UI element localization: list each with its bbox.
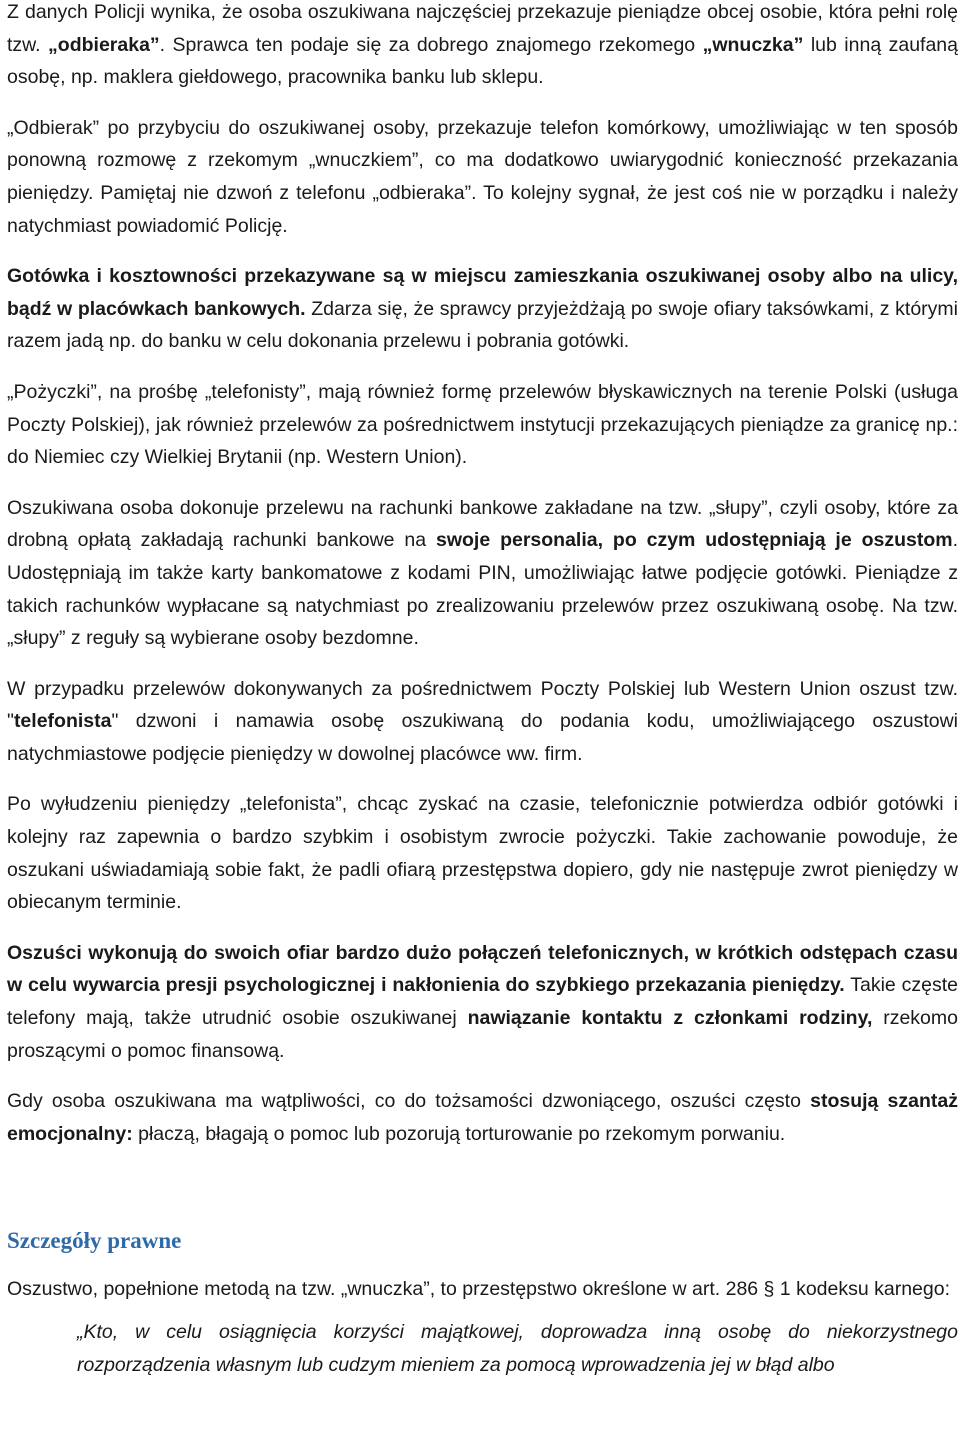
text: Oszukiwana osoba dokonuje przelewu na rachunki bankowe zakładane na tzw. „słupy”, czyli osoby, które za drobną opłatą zakładają rachunki bankowe na <box>7 496 958 552</box>
text: . Udostępniają im także karty bankomatowe z kodami PIN, umożliwiając łatwe podjęcie gotówki. Pieniądze z takich rachunków wypłacane są natychmiast po zrealizowaniu przelewów przez oszukiwaną osobę. Na tzw. „słupy” z reguły są wybierane osoby bezdomne. <box>7 529 958 650</box>
emphasis: swoje personalia, po czym udostępniają je oszustom <box>436 529 953 552</box>
emphasis: Oszuści wykonują do swoich ofiar bardzo dużo połączeń telefonicznych, w krótkich odstępach czasu w celu wywarcia presji psychologicznej i nakłonienia do szybkiego przekazania pieniędzy. <box>7 941 958 997</box>
paragraph-emotional-blackmail <box>7 1085 958 1150</box>
text: Gdy osoba oszukiwana ma wątpliwości, co do tożsamości dzwoniącego, oszuści często <box>7 1090 811 1113</box>
text: . Sprawca ten podaje się za dobrego znajomego rzekomego <box>159 33 703 56</box>
text: „Pożyczki”, na prośbę „telefonisty”, mają również formę przelewów błyskawicznych na terenie Polski (usługa Poczty Polskiej), jak również przelewów za pośrednictwem instytucji przekazujących pieniądze za granicę np.: do Niemiec czy Wielkiej Brytanii (np. Western Union). <box>7 380 958 469</box>
paragraph-slupy-accounts <box>7 492 958 655</box>
text: płaczą, błagają o pomoc lub pozorują torturowanie po rzekomym porwaniu. <box>132 1122 786 1145</box>
paragraph-after-extortion <box>7 788 958 918</box>
emphasis: Gotówka i kosztowności przekazywane są w miejscu zamieszkania oszukiwanej osoby albo na ulicy, bądź w placówkach bankowych. <box>7 265 958 320</box>
emphasis: „odbieraka” <box>48 33 160 56</box>
text: lub inną zaufaną osobę, np. maklera giełdowego, pracownika banku lub sklepu. <box>7 33 958 89</box>
section-heading: Szczegóły prawne <box>7 1228 182 1254</box>
text: " dzwoni i namawia osobę oszukiwaną do podania kodu, umożliwiającego oszustowi natychmiastowe podjęcie pieniędzy w dowolnej placówce ww. firm. <box>7 710 958 765</box>
emphasis: nawiązanie kontaktu z członkami rodziny, <box>467 1007 873 1030</box>
emphasis: telefonista <box>13 710 112 733</box>
text: rzekomo proszącymi o pomoc finansową. <box>7 1007 958 1062</box>
emphasis: „wnuczka” <box>702 33 804 56</box>
paragraph-loans-transfers <box>7 376 958 474</box>
paragraph-legal-intro <box>7 1273 958 1306</box>
text: Zdarza się, że sprawcy przyjeżdżają po swoje ofiary taksówkami, z którymi razem jadą np. do banku w celu dokonania przelewu i pobrania gotówki. <box>7 297 958 353</box>
text: Oszustwo, popełnione metodą na tzw. „wnuczka”, to przestępstwo określone w art. 286 § 1 kodeksu karnego: <box>7 1278 951 1301</box>
emphasis: stosują szantaż emocjonalny: <box>7 1090 958 1145</box>
legal-quote: „Kto, w celu osiągnięcia korzyści majątkowej, doprowadza inną osobę do niekorzystnego rozporządzenia własnym lub cudzym mieniem za pomocą wprowadzenia jej w błąd albo <box>77 1321 958 1376</box>
text: Z danych Policji wynika, że osoba oszukiwana najczęściej przekazuje pieniądze obcej osobie, która pełni rolę tzw. <box>7 1 958 56</box>
paragraph-odbierak-phone <box>7 112 958 242</box>
paragraph-frequent-calls <box>7 937 958 1067</box>
text: Po wyłudzeniu pieniędzy „telefonista”, chcąc zyskać na czasie, telefonicznie potwierdza odbiór gotówki i kolejny raz zapewnia o bardzo szybkim i osobistym zwrocie pożyczki. Takie zachowanie powoduje, że oszukani uświadamiają sobie fakt, że padli ofiarą przestępstwa dopiero, gdy nie następuje zwrot pieniędzy w obiecanym terminie. <box>7 793 958 914</box>
text: „Odbierak” po przybyciu do oszukiwanej osoby, przekazuje telefon komórkowy, umożliwiając w ten sposób ponowną rozmowę z rzekomym „wnuczkiem”, co ma dodatkowo uwiarygodnić konieczność przekazania pieniędzy. Pamiętaj nie dzwoń z telefonu „odbieraka”. To kolejny sygnał, że jest coś nie w porządku i należy natychmiast powiadomić Policję. <box>7 116 958 237</box>
text: Takie częste telefony mają, także utrudnić osobie oszukiwanej <box>7 974 958 1030</box>
paragraph-odbierak-role <box>7 0 958 94</box>
paragraph-cash-handover <box>7 260 958 358</box>
paragraph-post-transfers <box>7 673 958 771</box>
text: W przypadku przelewów dokonywanych za pośrednictwem Poczty Polskiej lub Western Union oszust tzw. " <box>7 677 958 733</box>
